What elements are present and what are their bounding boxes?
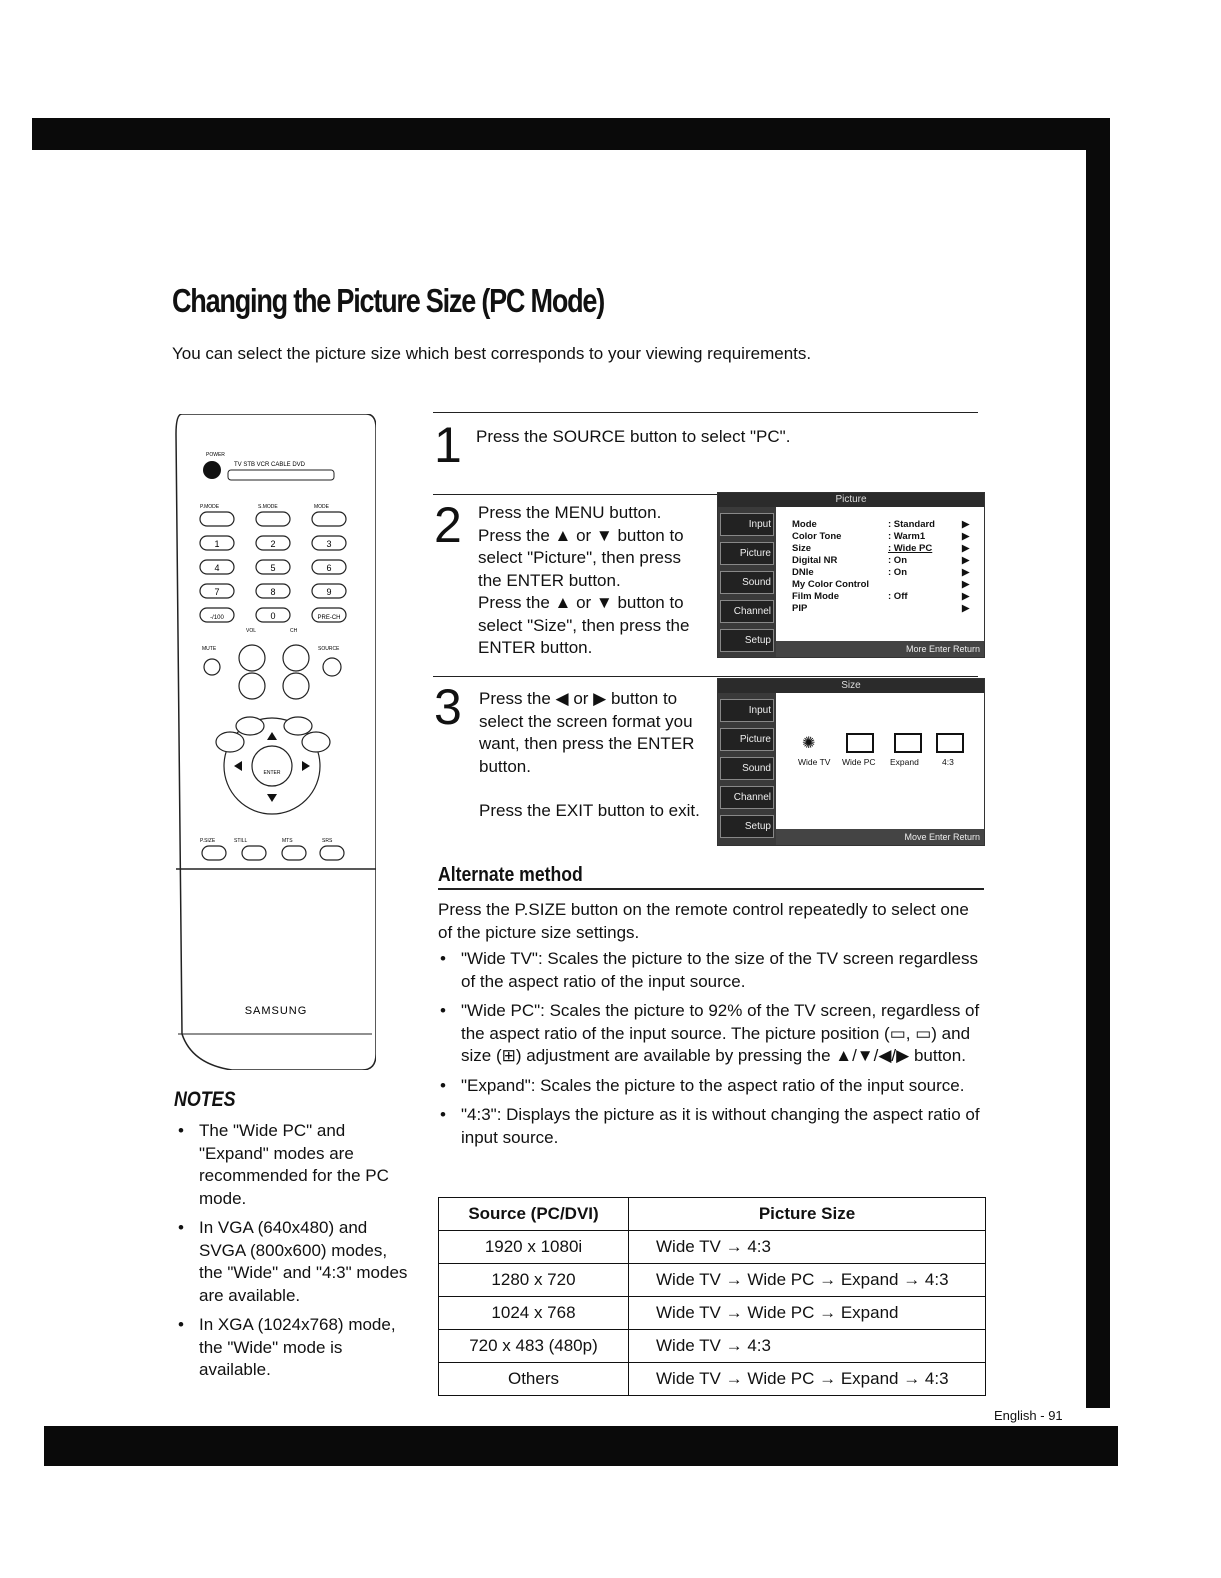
step2-line: select "Size", then press the [478, 615, 690, 635]
osd-size-side-picture: Picture [720, 728, 774, 751]
four-three-icon [936, 733, 964, 753]
remote-vol-label: VOL [246, 628, 257, 634]
remote-source-label: SOURCE [318, 646, 340, 652]
intro-text: You can select the picture size which best corresponds to your viewing requirements. [172, 344, 812, 363]
osd-size-side-sound: Sound [720, 757, 774, 780]
remote-mute-label: MUTE [202, 646, 217, 652]
osd-side-sound: Sound [720, 571, 774, 594]
step2-line: Press the ▲ or ▼ button to [478, 525, 684, 545]
remote-source-labels: TV STB VCR CABLE DVD [234, 462, 306, 468]
remote-digit-0: 0 [270, 611, 276, 621]
step3-rule [433, 676, 978, 677]
alternate-bullet: • "Wide TV": Scales the picture to the size of the TV screen regardless of the aspect ratio of the input source. [438, 948, 980, 993]
table-header-source: Source (PC/DVI) [439, 1198, 629, 1231]
remote-enter-label: ENTER [263, 770, 281, 776]
remote-digit-1: 1 [214, 539, 220, 549]
osd-row-digitalnr: Digital NR : On ▶ [792, 555, 970, 566]
osd-row-mycolor: My Color Control ▶ [792, 579, 970, 590]
right-black-bar [1086, 118, 1110, 1408]
osd-size-header: Size [718, 679, 984, 693]
top-black-bar [32, 118, 1110, 150]
table-row [439, 1330, 986, 1363]
osd-side-input: Input [720, 513, 774, 536]
osd-row-pip: PIP ▶ [792, 603, 970, 614]
table-cell-source: 720 x 483 (480p) [439, 1330, 629, 1363]
remote-control-illustration [172, 414, 376, 1070]
remote-mode-label-1: P.MODE [200, 504, 220, 510]
remote-digit-6: 6 [326, 563, 332, 573]
remote-mode-label-3: MODE [314, 504, 329, 510]
table-cell-source: 1920 x 1080i [439, 1231, 629, 1264]
step3-line: want, then press the ENTER [479, 734, 695, 753]
remote-brand-label: SAMSUNG [244, 1005, 308, 1017]
osd-size-side-setup: Setup [720, 815, 774, 838]
size-option-expand: Expand [890, 757, 919, 767]
osd-side-menu [718, 507, 776, 658]
remote-digit-5: 5 [270, 563, 276, 573]
table-header-picture-size: Picture Size [629, 1198, 986, 1231]
step1-number: 1 [434, 417, 462, 473]
size-option-43: 4:3 [942, 757, 954, 767]
remote-digit-100: -/100 [210, 615, 224, 621]
remote-digit-8: 8 [270, 587, 276, 597]
step3-line: button. [479, 756, 531, 776]
alternate-bullet: • "Wide PC": Scales the picture to 92% of the TV screen, regardless of the aspect ratio of the input source. The picture position (▭, ▭) and size (⊞) adjustment are available by pressing the ▲/▼/◀/▶ button. [438, 1000, 980, 1068]
osd-row-mode: Mode : Standard ▶ [792, 519, 970, 530]
remote-digit-3: 3 [326, 539, 332, 549]
remote-digit-7: 7 [214, 587, 220, 597]
step2-line: ENTER button. [478, 638, 593, 657]
wide-tv-icon: ✺ [802, 733, 826, 749]
remote-digit-2: 2 [270, 539, 276, 549]
osd-side-channel: Channel [720, 600, 774, 623]
remote-ch-label: CH [290, 628, 298, 634]
note-item: • The "Wide PC" and "Expand" modes are recommended for the PC mode. [176, 1120, 412, 1210]
remote-psize-label: P.SIZE [200, 838, 216, 844]
osd-row-filmmode: Film Mode : Off ▶ [792, 591, 970, 602]
bottom-black-bar [44, 1426, 1118, 1466]
remote-srs-label: SRS [322, 838, 333, 844]
osd-size-footer: Move Enter Return [776, 829, 984, 845]
size-option-widetv: Wide TV [798, 757, 831, 767]
osd-footer: More Enter Return [776, 641, 984, 657]
size-option-widepc: Wide PC [842, 757, 876, 767]
table-cell-size: Wide TV → Wide PC → Expand → 4:3 [629, 1363, 986, 1396]
remote-mts-label: MTS [282, 838, 293, 844]
table-header-row [439, 1198, 986, 1231]
osd-header: Picture [718, 493, 984, 507]
step3-line: Press the ◀ or ▶ button to [479, 689, 678, 708]
table-cell-source: 1280 x 720 [439, 1264, 629, 1297]
step2-line: select "Picture", then press [478, 548, 681, 567]
alternate-bullet: • "4:3": Displays the picture as it is without changing the aspect ratio of input source. [438, 1104, 980, 1149]
notes-heading: NOTES [174, 1088, 236, 1111]
step3-line: select the screen format you [479, 711, 693, 731]
table-row [439, 1297, 986, 1330]
table-cell-source: 1024 x 768 [439, 1297, 629, 1330]
osd-size-side-input: Input [720, 699, 774, 722]
alternate-bullet-list [438, 948, 980, 1156]
step1-rule [433, 412, 978, 413]
notes-list [176, 1120, 412, 1389]
table-cell-size: Wide TV → Wide PC → Expand → 4:3 [629, 1264, 986, 1297]
size-menu-screenshot [717, 678, 985, 846]
note-item: • In VGA (640x480) and SVGA (800x600) modes, the "Wide" and "4:3" modes are available. [176, 1217, 412, 1307]
table-cell-size: Wide TV → 4:3 [629, 1330, 986, 1363]
step3-number: 3 [434, 679, 462, 735]
step2-text [478, 502, 714, 660]
osd-row-dnie: DNIe : On ▶ [792, 567, 970, 578]
remote-still-label: STILL [234, 838, 248, 844]
osd-side-setup: Setup [720, 629, 774, 652]
osd-row-size: Size : Wide PC ▶ [792, 543, 970, 554]
alternate-rule [438, 888, 984, 890]
wide-pc-icon [846, 733, 874, 753]
table-row [439, 1264, 986, 1297]
table-row [439, 1363, 986, 1396]
osd-row-colortone: Color Tone : Warm1 ▶ [792, 531, 970, 542]
power-button-icon [203, 461, 221, 479]
picture-size-table [438, 1197, 986, 1396]
step1-text: Press the SOURCE button to select "PC". [476, 427, 791, 446]
osd-side-picture: Picture [720, 542, 774, 565]
step3-exit-text: Press the EXIT button to exit. [479, 801, 700, 820]
step2-line: Press the ▲ or ▼ button to [478, 593, 684, 612]
expand-icon [894, 733, 922, 753]
table-cell-size: Wide TV → 4:3 [629, 1231, 986, 1264]
remote-mode-label-2: S.MODE [258, 504, 278, 510]
remote-digit-4: 4 [214, 563, 220, 573]
osd-size-side-menu [718, 693, 776, 846]
alternate-method-heading: Alternate method [438, 864, 583, 886]
step2-line: Press the MENU button. [478, 503, 662, 522]
table-row [439, 1231, 986, 1264]
alternate-intro: Press the P.SIZE button on the remote control repeatedly to select one of the picture size settings. [438, 900, 969, 942]
osd-size-side-channel: Channel [720, 786, 774, 809]
picture-menu-screenshot [717, 492, 985, 658]
remote-digit-prech: PRE-CH [317, 615, 341, 621]
step2-number: 2 [434, 497, 462, 553]
page-title: Changing the Picture Size (PC Mode) [172, 282, 605, 319]
step3-text [479, 688, 715, 778]
alternate-bullet: • "Expand": Scales the picture to the aspect ratio of the input source. [438, 1075, 980, 1098]
page-number: English - 91 [994, 1408, 1063, 1423]
remote-power-label: POWER [206, 452, 225, 458]
step2-line: the ENTER button. [478, 570, 621, 590]
table-cell-size: Wide TV → Wide PC → Expand [629, 1297, 986, 1330]
note-item: • In XGA (1024x768) mode, the "Wide" mode is available. [176, 1314, 412, 1382]
table-cell-source: Others [439, 1363, 629, 1396]
remote-digit-9: 9 [326, 587, 332, 597]
